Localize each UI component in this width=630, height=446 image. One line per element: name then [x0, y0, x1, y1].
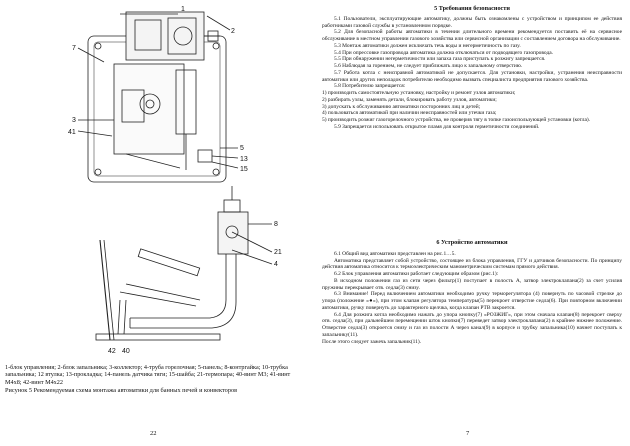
safety-item: 5.6 Наблюдая за горением, не следует приближать лицо к запальному отверстию. — [334, 63, 523, 69]
prohibition-item: 3) допускать к обслуживанию автоматики посторонних лиц и детей; — [322, 103, 481, 110]
device-item: Автоматика представляет собой устройство, состоящее из блока управления, ГГУ и датчиков безопасности. По принципу действия автоматика относится к термоэлектрическим манометрическим системам прямого действия. — [322, 257, 622, 271]
prohibition-item: 2) разбирать узлы, заменять детали, блокировать работу узлов, автоматики; — [322, 96, 497, 103]
igniter-block — [114, 64, 184, 154]
heading-device: 6 Устройство автоматики — [436, 239, 508, 246]
label-41: 41 — [68, 129, 76, 136]
prohibition-item: 5) производить розжиг газогорелочного устройства, не проверив тягу в топке газоиспользующей установки (котла). — [322, 117, 591, 123]
left-page — [0, 0, 313, 446]
device-item: После этого следует зажечь запальник(11). — [322, 338, 422, 345]
label-5: 5 — [240, 145, 244, 152]
label-8: 8 — [274, 221, 278, 228]
side-control-block — [218, 212, 248, 254]
device-item: В исходном положении газ из сети через фильтр(1) поступает в полость А, затвор электроклапана(2) за счет усилия пружины перекрывает отв. седла(3) снизу. — [322, 277, 622, 291]
label-15: 15 — [240, 166, 248, 173]
heading-safety: 5 Требования безопасности — [434, 5, 510, 12]
safety-section — [322, 6, 622, 131]
label-3: 3 — [72, 117, 76, 124]
device-section — [322, 240, 622, 345]
figure-caption: Рисунок 5 Рекомендуемая схема монтажа автоматики для банных печей и конвекторов — [5, 387, 238, 394]
label-40: 40 — [122, 348, 130, 355]
figure-legend: 1-блок управления; 2-блок запальника; 3-коллектор; 4-труба горелочная; 5-панель; 8-контргайка; 10-трубка запальника; 12 втулка; 13-прокладка; 14-панель датчика тяги; 15-шайба; 21-термопара; 40-винт М3; 41-винт М4х8; 42-винт М4х22 — [5, 364, 291, 386]
safety-item: 5.3 Монтаж автоматики должен исключать течь воды и негерметичность по газу. — [334, 42, 521, 49]
safety-item: 5.1 Пользователи, эксплуатирующие автоматику, должны быть ознакомлены с устройством и принципом ее действия работниками газовой службы в установленном порядке. — [322, 15, 622, 29]
safety-item: 5.5 При обнаружении негерметичности или запаха газа приступать к розжигу запрещается. — [334, 56, 546, 63]
device-item: 6.2 Блок управления автоматики работает следующим образом (рис.1): — [334, 271, 499, 277]
safety-item: 5.7 Работа котла с неисправной автоматикой не допускается. Для установки, настройки, устранения неисправности автоматики или других неполадок потребителю необходимо вызвать специалиста предприятия газового хозяйства. — [322, 69, 622, 83]
prohibition-item: 5.9 Запрещается использовать открытое пламя для контроля герметичности соединений. — [334, 123, 540, 130]
device-item: 6.1 Общий вид автоматики представлен на рис.1…5. — [334, 250, 456, 257]
label-4: 4 — [274, 261, 278, 268]
label-1: 1 — [181, 6, 185, 13]
installation-diagram — [0, 0, 313, 362]
label-13: 13 — [240, 156, 248, 163]
safety-item: 5.4 При опрессовке газопровода автоматика должна отключаться от подводящего газопровода. — [334, 49, 554, 56]
label-2: 2 — [231, 28, 235, 35]
label-7: 7 — [72, 45, 76, 52]
safety-item: 5.2 Для безопасной работы автоматики в течении длительного времени рекомендуется поставить её на сервисное обслуживание в местном управлении газового хозяйства или сервисной организации с составлением договора на обслуживание. — [322, 29, 622, 42]
label-21: 21 — [274, 249, 282, 256]
safety-item: 5.8 Потребителю запрещается: — [334, 83, 406, 90]
device-item: 6.4 Для розжига котла необходимо нажать до упора кнопку(7) «РОЗЖИГ», при этом сначала клапан(8) перекроет сверху отв. седла(3), при дальнейшем перемещении шток кнопки(7) переведет затвор электроклапана(2) в крайнее нижнее положение. Отверстие седла(3) откроется снизу и газ из полости А через канал(9) в корпусе и трубку запальника(10) начнет поступать к запальнику(11). — [322, 311, 622, 338]
label-42: 42 — [108, 348, 116, 355]
prohibition-item: 4) пользоваться автоматикой при наличии неисправностей или утечки газа; — [322, 110, 497, 117]
right-page — [318, 0, 626, 446]
burner-tube — [138, 249, 199, 276]
prohibition-item: 1) производить самостоятельную установку, настройку и ремонт узлов автоматики; — [322, 90, 516, 96]
page-number-left: 22 — [150, 430, 157, 437]
device-item: 6.3 Внимание! Перед включением автоматики необходимо ручку терморегулятора (4) повернуть по часовой стрелке до упора (положение «●»), при этом клапан регулятора температуры(5) перекроет отверстие седла(6). При повторном включении автоматики, ручку повернуть до характерного щелчка, когда клапан РТВ закроется. — [322, 291, 622, 311]
page-number-right: 7 — [466, 430, 470, 437]
